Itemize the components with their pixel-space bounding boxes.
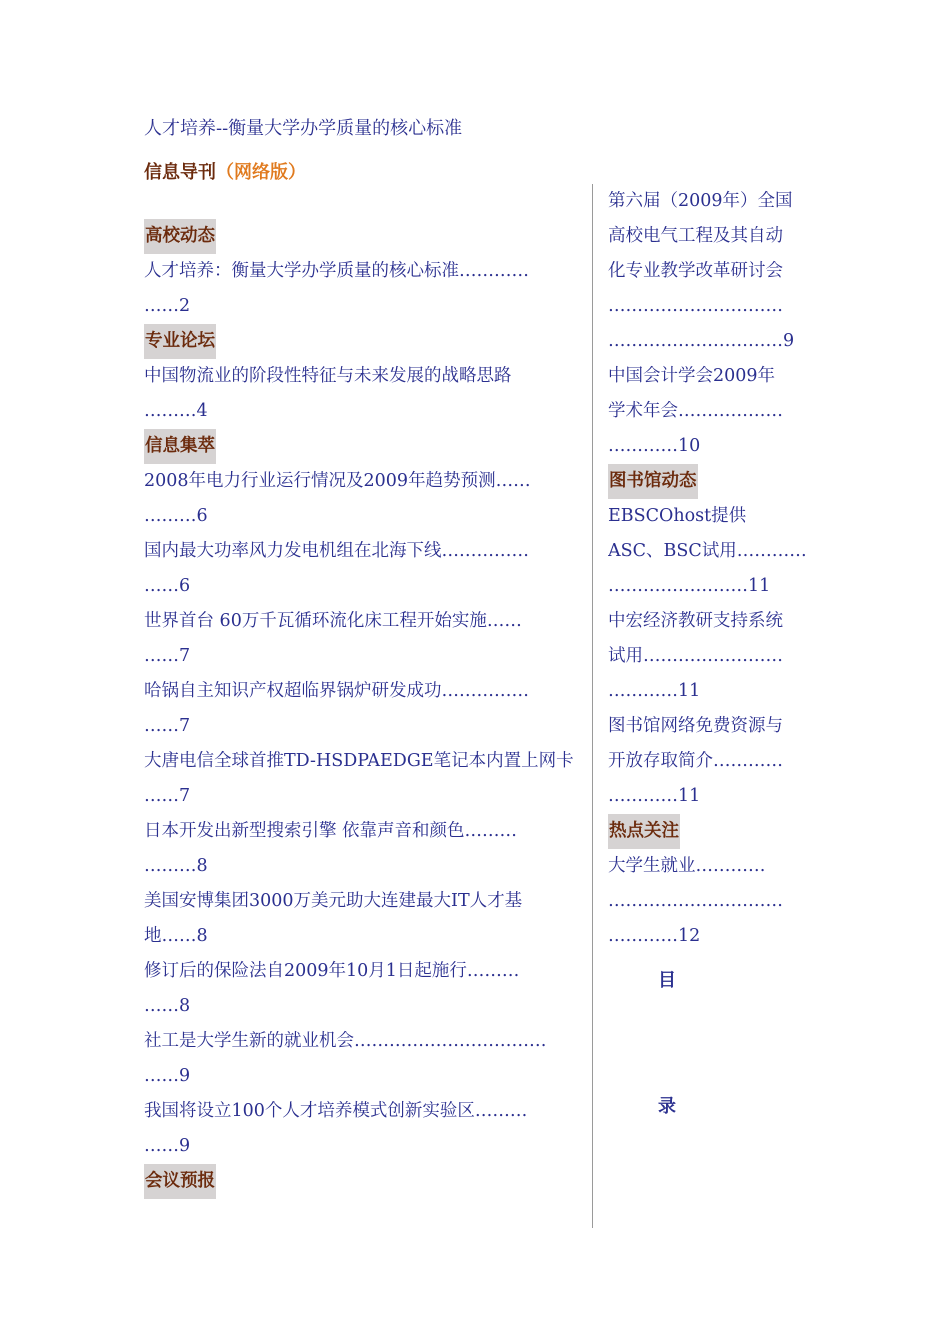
section-heading-label: 专业论坛 [144, 324, 216, 359]
toc-entry-line[interactable]: 高校电气工程及其自动 [608, 226, 783, 246]
journal-edition: （网络版） [216, 162, 306, 183]
toc-entry-line[interactable]: ……8 [144, 996, 191, 1016]
toc-entry-line[interactable]: ……………………11 [608, 576, 771, 596]
section-heading-label: 图书馆动态 [608, 464, 698, 499]
journal-name: 信息导刊 [144, 162, 216, 183]
toc-entry-line[interactable]: 社工是大学生新的就业机会…………………………… [144, 1031, 547, 1051]
toc-entry-line[interactable]: 中国物流业的阶段性特征与未来发展的战略思路 [144, 366, 512, 386]
journal-title [144, 158, 306, 184]
toc-entry-line[interactable]: 大唐电信全球首推TD-HSDPAEDGE笔记本内置上网卡 [144, 751, 574, 771]
toc-right-column [608, 184, 808, 954]
toc-entry-line[interactable]: 地……8 [144, 926, 208, 946]
toc-entry-line[interactable]: ……7 [144, 786, 191, 806]
toc-entry-line[interactable]: …………11 [608, 681, 701, 701]
toc-entry-line[interactable]: ………4 [144, 401, 208, 421]
toc-entry-line[interactable]: ……9 [144, 1066, 191, 1086]
toc-entry-line[interactable]: 中国会计学会2009年 [608, 366, 776, 386]
section-heading [144, 219, 576, 254]
toc-entry-line[interactable]: ………………………… [608, 891, 783, 911]
toc-entry-line[interactable]: 学术年会……………… [608, 401, 783, 421]
toc-entry-line[interactable]: 化专业教学改革研讨会 [608, 261, 783, 281]
section-heading-label: 信息集萃 [144, 429, 216, 464]
toc-left-column [144, 184, 576, 1199]
section-heading [144, 1164, 576, 1199]
toc-entry-line[interactable]: ……6 [144, 576, 191, 596]
toc-entry-line[interactable]: 修订后的保险法自2009年10月1日起施行……… [144, 961, 520, 981]
section-heading [608, 814, 808, 849]
toc-entry-line[interactable]: ……7 [144, 646, 191, 666]
document-title: 人才培养--衡量大学办学质量的核心标准 [144, 118, 463, 139]
section-heading [608, 464, 808, 499]
toc-entry-line[interactable]: …………11 [608, 786, 701, 806]
section-heading [144, 429, 576, 464]
toc-entry-line[interactable]: 试用…………………… [608, 646, 783, 666]
toc-entry-line[interactable]: 哈锅自主知识产权超临界锅炉研发成功…………… [144, 681, 529, 701]
toc-entry-line[interactable]: EBSCOhost提供 [608, 506, 747, 526]
toc-entry-line[interactable]: 世界首台 60万千瓦循环流化床工程开始实施…… [144, 611, 522, 631]
toc-entry-line[interactable]: ………8 [144, 856, 208, 876]
toc-entry-line[interactable]: …………10 [608, 436, 701, 456]
section-heading-label: 高校动态 [144, 219, 216, 254]
section-heading-label: 会议预报 [144, 1164, 216, 1199]
section-heading-label: 热点关注 [608, 814, 680, 849]
toc-entry-line[interactable]: 美国安博集团3000万美元助大连建最大IT人才基 [144, 891, 523, 911]
toc-entry-line[interactable]: 国内最大功率风力发电机组在北海下线…………… [144, 541, 529, 561]
toc-vertical-label-mu: 目 [658, 970, 676, 991]
toc-entry-line[interactable]: 中宏经济教研支持系统 [608, 611, 783, 631]
toc-entry-line[interactable]: ………………………… [608, 296, 783, 316]
toc-entry-line[interactable]: ……9 [144, 1136, 191, 1156]
toc-entry-line[interactable]: 第六届（2009年）全国 [608, 191, 793, 211]
toc-vertical-label-lu: 录 [658, 1096, 676, 1117]
column-divider [592, 184, 593, 1228]
toc-entry-line[interactable]: 人才培养：衡量大学办学质量的核心标准………… [144, 261, 529, 281]
toc-entry-line[interactable]: 日本开发出新型搜索引擎 依靠声音和颜色……… [144, 821, 518, 841]
toc-entry-line[interactable]: …………12 [608, 926, 701, 946]
toc-entry-line[interactable]: 图书馆网络免费资源与 [608, 716, 783, 736]
toc-entry-line[interactable]: 2008年电力行业运行情况及2009年趋势预测…… [144, 471, 531, 491]
spacer [144, 184, 576, 219]
section-heading [144, 324, 576, 359]
toc-entry-line[interactable]: ……7 [144, 716, 191, 736]
toc-entry-line[interactable]: …………………………9 [608, 331, 795, 351]
toc-entry-line[interactable]: 我国将设立100个人才培养模式创新实验区……… [144, 1101, 528, 1121]
toc-entry-line[interactable]: ………6 [144, 506, 208, 526]
toc-entry-line[interactable]: ……2 [144, 296, 191, 316]
toc-entry-line[interactable]: ASC、BSC试用………… [608, 541, 807, 561]
toc-entry-line[interactable]: 开放存取简介………… [608, 751, 783, 771]
toc-entry-line[interactable]: 大学生就业………… [608, 856, 766, 876]
